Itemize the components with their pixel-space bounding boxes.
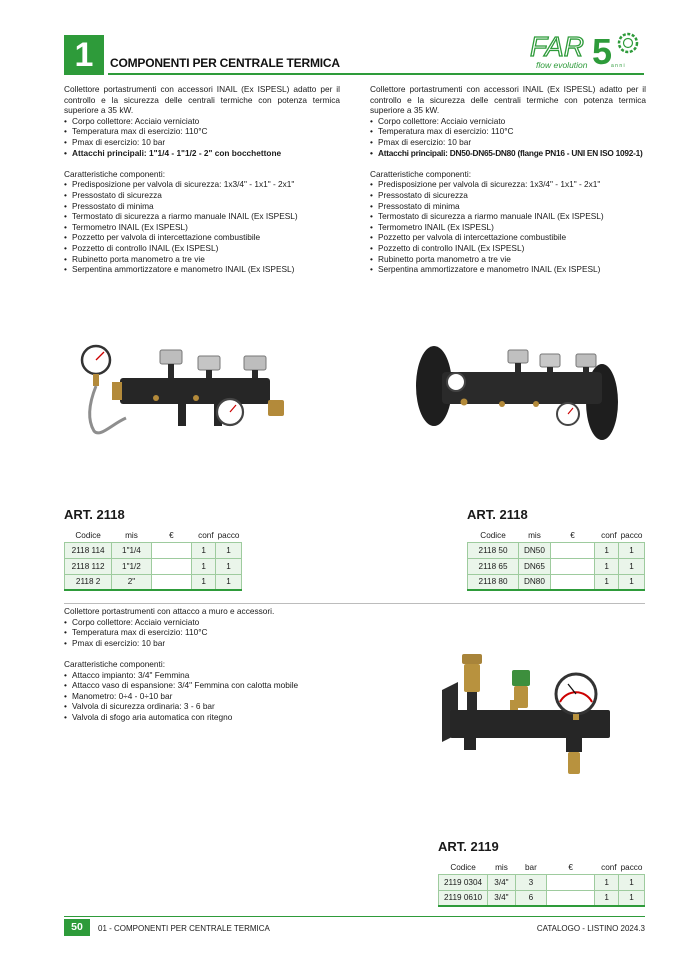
cell-pack: 1 bbox=[619, 890, 645, 906]
col-header: Codice bbox=[450, 862, 476, 872]
col-header: conf bbox=[601, 530, 617, 540]
left-component: • Pressostato di sicurezza bbox=[64, 190, 340, 201]
left-component: • Termometro INAIL (Ex ISPESL) bbox=[64, 222, 340, 233]
bottom-description bbox=[64, 606, 364, 723]
right-component: • Predisposizione per valvola di sicurezza: 1x3/4" - 1x1" - 2x1" bbox=[370, 179, 646, 190]
far-logo bbox=[528, 26, 646, 72]
bottom-components bbox=[64, 670, 364, 723]
bottom-components-title: Caratteristiche componenti: bbox=[64, 658, 165, 669]
bottom-feature: • Pmax di esercizio: 10 bar bbox=[64, 638, 364, 649]
cell-code: 2118 114 bbox=[65, 542, 112, 558]
col-header: € bbox=[568, 862, 573, 872]
table-row bbox=[468, 542, 645, 558]
cell-size: DN65 bbox=[519, 558, 551, 574]
right-components-title: Caratteristiche componenti: bbox=[370, 168, 471, 179]
cell-pack: 1 bbox=[619, 542, 645, 558]
manifold-wall-image bbox=[436, 650, 618, 780]
cell-size: 2" bbox=[112, 574, 151, 590]
right-description bbox=[370, 84, 646, 275]
left-components-title: Caratteristiche componenti: bbox=[64, 168, 165, 179]
right-component: • Termometro INAIL (Ex ISPESL) bbox=[370, 222, 646, 233]
cell-pack: 1 bbox=[216, 558, 242, 574]
col-header: pacco bbox=[620, 530, 643, 540]
left-component: • Pozzetto per valvola di intercettazione combustibile bbox=[64, 232, 340, 243]
bottom-article-title: ART. 2119 bbox=[438, 839, 499, 854]
cell-bar: 3 bbox=[515, 874, 546, 890]
cell-pack: 1 bbox=[619, 574, 645, 590]
right-article-title: ART. 2118 bbox=[467, 507, 528, 522]
left-description bbox=[64, 84, 340, 275]
cell-price bbox=[151, 542, 192, 558]
col-header: Codice bbox=[75, 530, 101, 540]
col-header: mis bbox=[528, 530, 541, 540]
left-article-title: ART. 2118 bbox=[64, 507, 125, 522]
cell-code: 2119 0610 bbox=[439, 890, 488, 906]
left-component: • Rubinetto porta manometro a tre vie bbox=[64, 254, 340, 265]
col-header: conf bbox=[601, 862, 617, 872]
cell-code: 2118 2 bbox=[65, 574, 112, 590]
left-component: • Serpentina ammortizzatore e manometro INAIL (Ex ISPESL) bbox=[64, 264, 340, 275]
bottom-component: • Attacco vaso di espansione: 3/4" Femmina con calotta mobile bbox=[64, 680, 364, 691]
bottom-component: • Manometro: 0÷4 - 0÷10 bar bbox=[64, 691, 364, 702]
left-component: • Termostato di sicurezza a riarmo manuale INAIL (Ex ISPESL) bbox=[64, 211, 340, 222]
left-feature-connections: • Attacchi principali: 1"1/4 - 1"1/2 - 2" con bocchettone bbox=[64, 148, 340, 159]
right-component: • Pressostato di minima bbox=[370, 201, 646, 212]
chapter-title: COMPONENTI PER CENTRALE TERMICA bbox=[110, 56, 340, 70]
bottom-feature: • Temperatura max di esercizio: 110°C bbox=[64, 627, 364, 638]
right-component: • Pozzetto di controllo INAIL (Ex ISPESL) bbox=[370, 243, 646, 254]
table-row bbox=[439, 890, 645, 906]
bottom-feature: • Corpo collettore: Acciaio verniciato bbox=[64, 617, 364, 628]
col-header: pacco bbox=[217, 530, 240, 540]
left-feature: • Temperatura max di esercizio: 110°C bbox=[64, 126, 340, 137]
logo-subtag: a n n i bbox=[611, 63, 625, 69]
bottom-intro: Collettore portastrumenti con attacco a muro e accessori. bbox=[64, 606, 275, 616]
cell-price bbox=[151, 574, 192, 590]
table-row bbox=[65, 574, 242, 590]
cell-code: 2118 112 bbox=[65, 558, 112, 574]
cell-price bbox=[547, 890, 595, 906]
cell-conf: 1 bbox=[192, 542, 216, 558]
cell-size: DN50 bbox=[519, 542, 551, 558]
manifold-threaded-image bbox=[78, 336, 300, 476]
right-feature: • Pmax di esercizio: 10 bar bbox=[370, 137, 646, 148]
left-features bbox=[64, 116, 340, 158]
cell-size: DN80 bbox=[519, 574, 551, 590]
section-divider bbox=[64, 603, 645, 604]
col-header: Codice bbox=[480, 530, 506, 540]
cell-price bbox=[550, 574, 594, 590]
right-components bbox=[370, 179, 646, 274]
footer-catalog: CATALOGO - LISTINO 2024.3 bbox=[536, 924, 645, 933]
cell-pack: 1 bbox=[619, 874, 645, 890]
logo-brand: FAR bbox=[530, 31, 584, 62]
cell-conf: 1 bbox=[595, 890, 619, 906]
cell-conf: 1 bbox=[595, 574, 619, 590]
cell-conf: 1 bbox=[192, 574, 216, 590]
footer-section: 01 - COMPONENTI PER CENTRALE TERMICA bbox=[98, 924, 270, 933]
table-row bbox=[468, 558, 645, 574]
logo-number: 5 bbox=[592, 31, 613, 72]
cell-size: 3/4" bbox=[488, 890, 516, 906]
chapter-rule bbox=[108, 73, 644, 75]
cell-price bbox=[550, 558, 594, 574]
cell-pack: 1 bbox=[216, 542, 242, 558]
right-feature-connections: • Attacchi principali: DN50-DN65-DN80 (flange PN16 - UNI EN ISO 1092-1) bbox=[370, 148, 646, 159]
footer-rule bbox=[64, 916, 645, 917]
bottom-component: • Valvola di sicurezza ordinaria: 3 - 6 bar bbox=[64, 701, 364, 712]
cell-size: 1"1/4 bbox=[112, 542, 151, 558]
right-price-table bbox=[467, 529, 645, 591]
col-header: mis bbox=[495, 862, 508, 872]
bottom-features bbox=[64, 617, 364, 649]
left-component: • Pressostato di minima bbox=[64, 201, 340, 212]
left-feature: • Pmax di esercizio: 10 bar bbox=[64, 137, 340, 148]
col-header: € bbox=[169, 530, 174, 540]
cell-pack: 1 bbox=[619, 558, 645, 574]
cell-bar: 6 bbox=[515, 890, 546, 906]
table-row bbox=[65, 558, 242, 574]
cell-code: 2118 50 bbox=[468, 542, 519, 558]
left-feature: • Corpo collettore: Acciaio verniciato bbox=[64, 116, 340, 127]
col-header: pacco bbox=[620, 862, 643, 872]
left-price-table bbox=[64, 529, 242, 591]
bottom-price-table bbox=[438, 861, 645, 907]
bottom-component: • Attacco impianto: 3/4" Femmina bbox=[64, 670, 364, 681]
right-feature: • Corpo collettore: Acciaio verniciato bbox=[370, 116, 646, 127]
cell-pack: 1 bbox=[216, 574, 242, 590]
cell-conf: 1 bbox=[595, 874, 619, 890]
page-number: 50 bbox=[64, 919, 90, 936]
right-feature: • Temperatura max di esercizio: 110°C bbox=[370, 126, 646, 137]
table-row bbox=[65, 542, 242, 558]
cell-price bbox=[151, 558, 192, 574]
left-intro: Collettore portastrumenti con accessori INAIL (Ex ISPESL) adatto per il controllo e la sicurezza delle centrali termiche con potenza termica superiore a 35 kW. bbox=[64, 84, 340, 116]
logo-tagline: flow evolution bbox=[536, 60, 588, 70]
right-component: • Rubinetto porta manometro a tre vie bbox=[370, 254, 646, 265]
right-intro: Collettore portastrumenti con accessori INAIL (Ex ISPESL) adatto per il controllo e la sicurezza delle centrali termiche con potenza termica superiore a 35 kW. bbox=[370, 84, 646, 116]
right-component: • Pozzetto per valvola di intercettazione combustibile bbox=[370, 232, 646, 243]
col-header: mis bbox=[125, 530, 138, 540]
chapter-number: 1 bbox=[64, 35, 104, 75]
right-component: • Pressostato di sicurezza bbox=[370, 190, 646, 201]
cell-size: 1"1/2 bbox=[112, 558, 151, 574]
logo-gear-icon bbox=[619, 34, 637, 52]
table-row bbox=[439, 874, 645, 890]
col-header: conf bbox=[198, 530, 214, 540]
table-row bbox=[468, 574, 645, 590]
cell-price bbox=[547, 874, 595, 890]
cell-conf: 1 bbox=[595, 558, 619, 574]
right-component: • Termostato di sicurezza a riarmo manuale INAIL (Ex ISPESL) bbox=[370, 211, 646, 222]
cell-conf: 1 bbox=[595, 542, 619, 558]
left-component: • Predisposizione per valvola di sicurezza: 1x3/4" - 1x1" - 2x1" bbox=[64, 179, 340, 190]
cell-size: 3/4" bbox=[488, 874, 516, 890]
right-component: • Serpentina ammortizzatore e manometro INAIL (Ex ISPESL) bbox=[370, 264, 646, 275]
cell-code: 2119 0304 bbox=[439, 874, 488, 890]
manifold-flanged-image bbox=[412, 344, 622, 444]
left-component: • Pozzetto di controllo INAIL (Ex ISPESL) bbox=[64, 243, 340, 254]
col-header: € bbox=[570, 530, 575, 540]
cell-price bbox=[550, 542, 594, 558]
cell-conf: 1 bbox=[192, 558, 216, 574]
left-components bbox=[64, 179, 340, 274]
bottom-component: • Valvola di sfogo aria automatica con ritegno bbox=[64, 712, 364, 723]
cell-code: 2118 65 bbox=[468, 558, 519, 574]
right-features bbox=[370, 116, 646, 158]
col-header: bar bbox=[524, 862, 537, 872]
cell-code: 2118 80 bbox=[468, 574, 519, 590]
